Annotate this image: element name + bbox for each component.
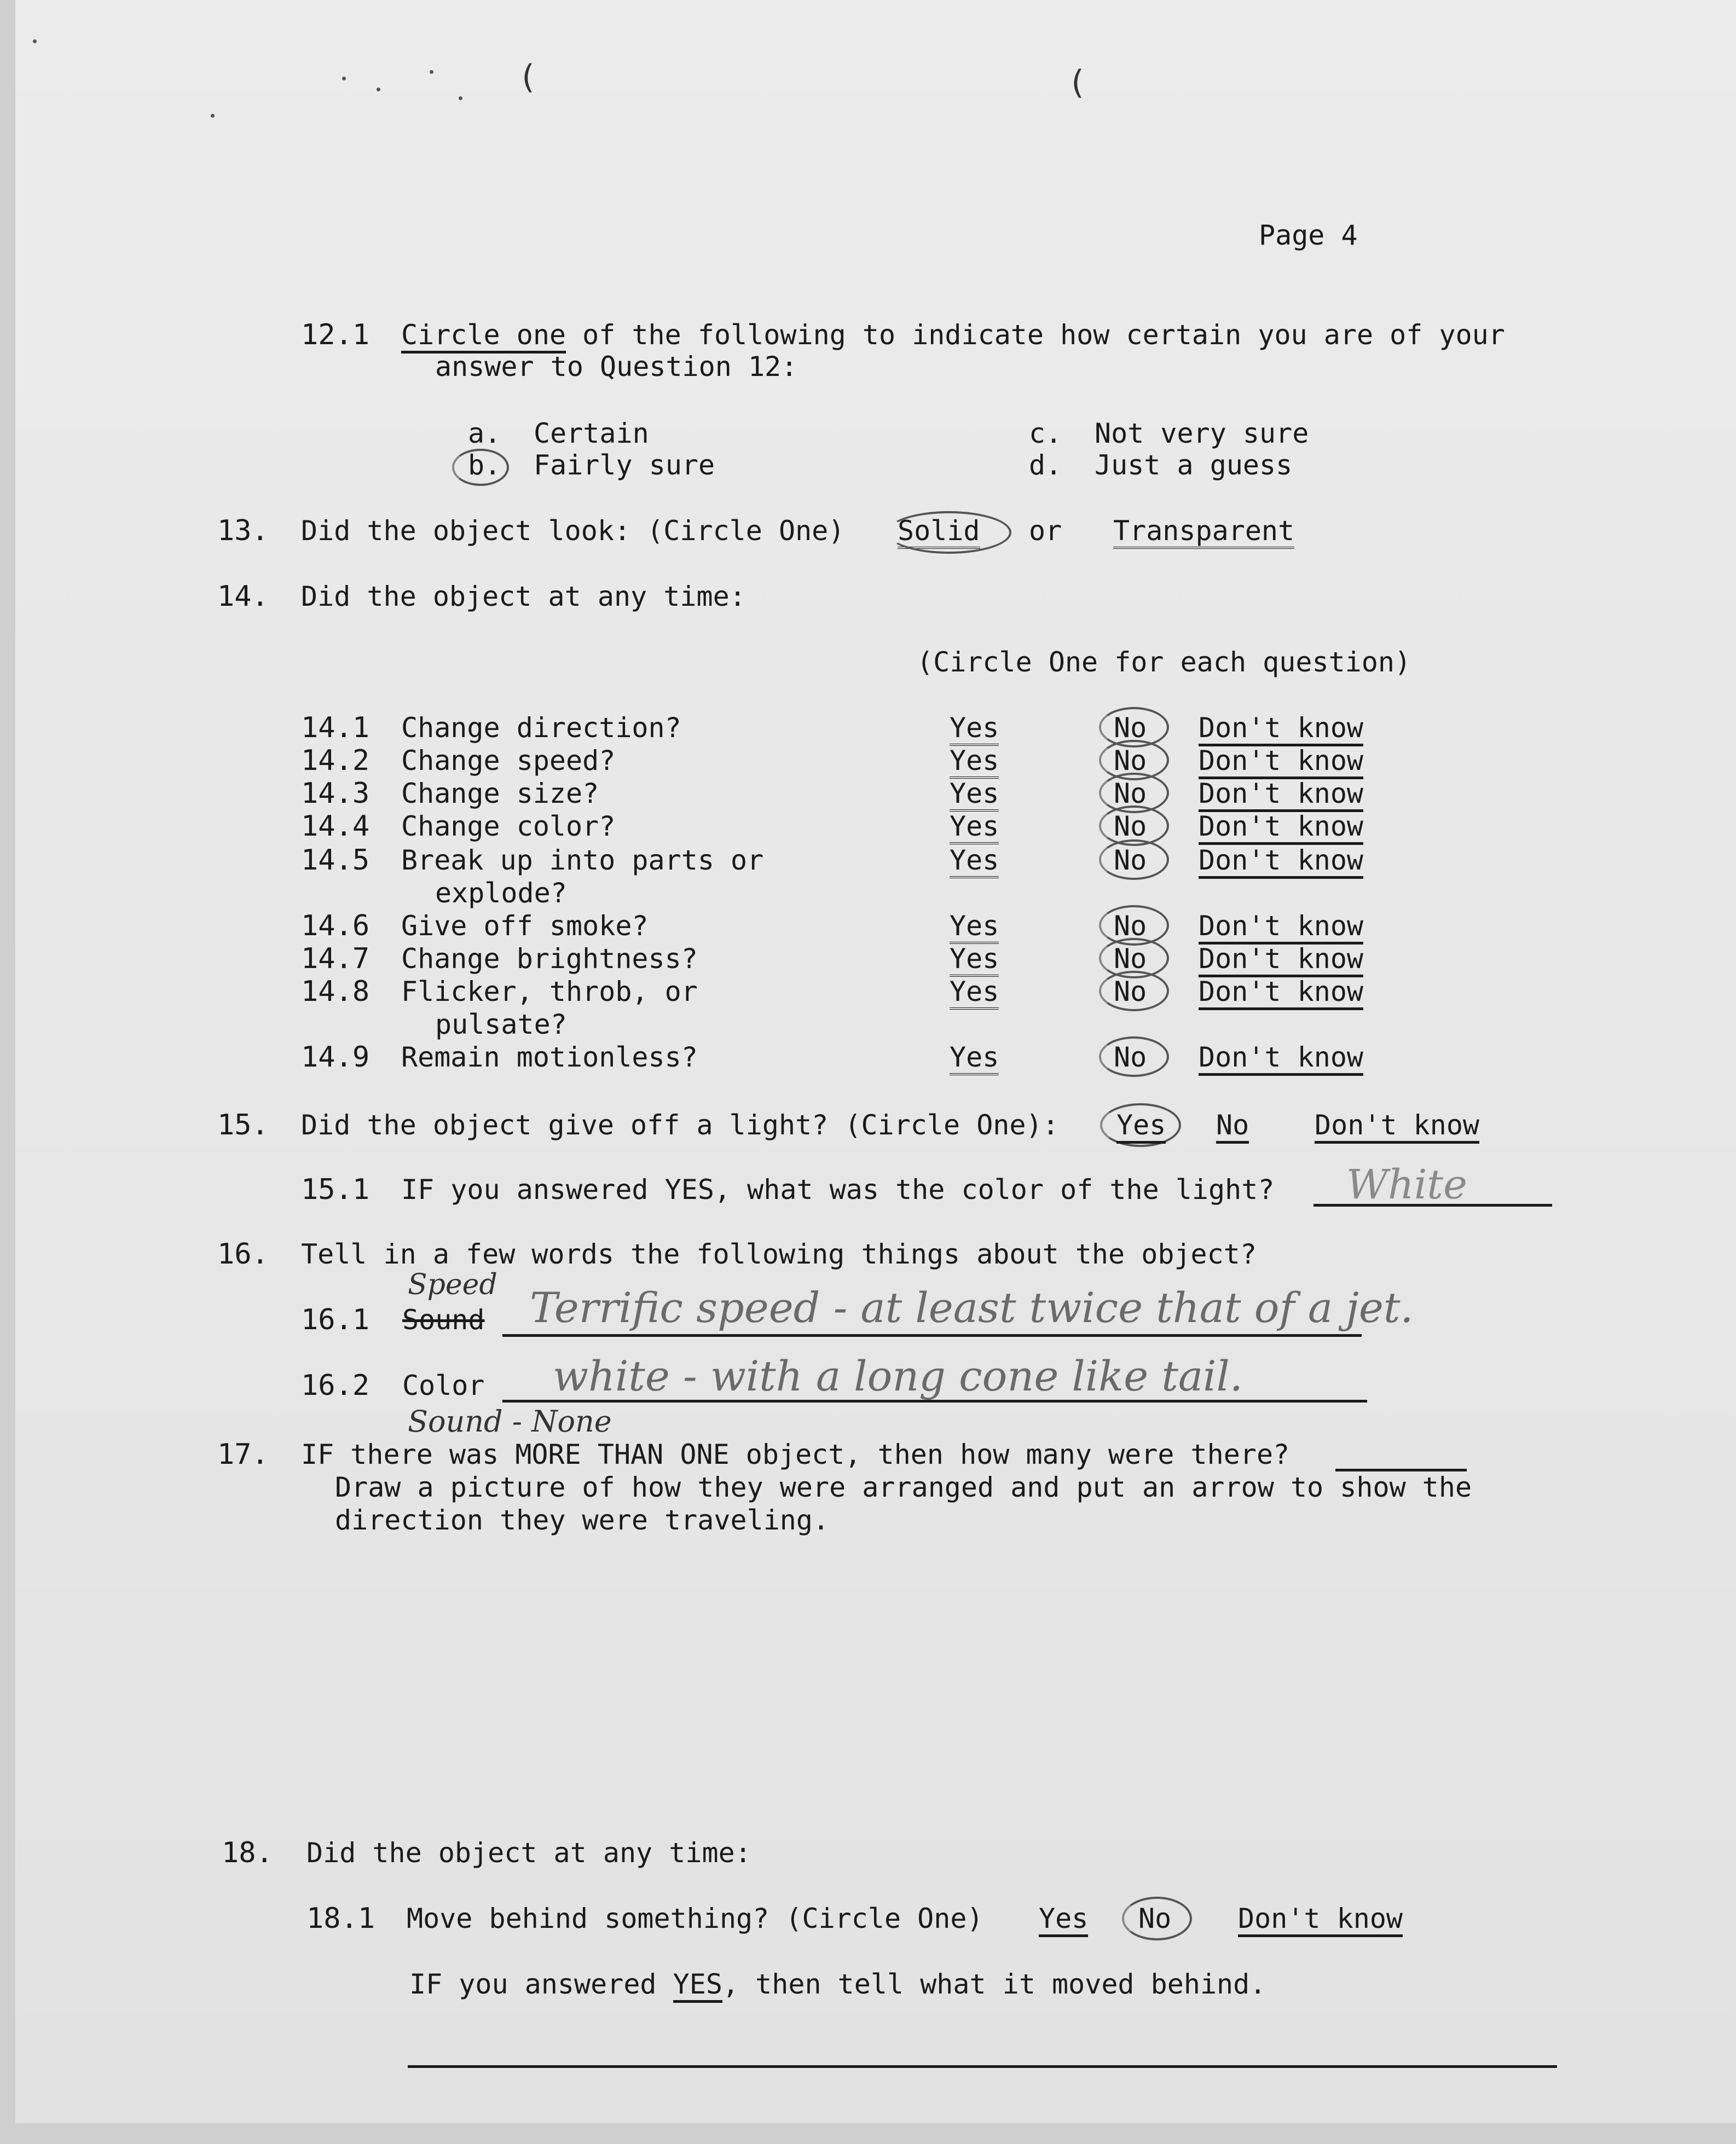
q14-option-label: Yes: [950, 810, 999, 844]
q15-1-handwritten-answer: White: [1346, 1161, 1467, 1208]
q18-option-yes: [1039, 1902, 1088, 1935]
q14-item-number: 14.6: [301, 909, 370, 942]
q18-followup-yes: YES: [673, 1968, 722, 2003]
q14-item-text: Change color?: [401, 810, 616, 842]
q14-item-text: Flicker, throb, or: [401, 976, 698, 1007]
q14-option-yes: [950, 942, 999, 975]
q18-followup-pre: IF you answered: [409, 1968, 657, 2000]
q14-option-label: Yes: [950, 745, 999, 779]
q14-item-number: 14.8: [301, 975, 370, 1008]
q15-option-no: [1216, 1109, 1249, 1141]
q14-item-number: 14.1: [301, 711, 370, 744]
q15-dont-know-label: Don't know: [1315, 1109, 1479, 1144]
q14-option-dont-know: [1199, 777, 1363, 810]
q18-option-no: No: [1138, 1903, 1172, 1934]
q13-transparent-label: Transparent: [1113, 515, 1294, 549]
q14-option-dont-know: [1199, 975, 1363, 1008]
q12-1-option-c-letter: c.: [1029, 418, 1062, 449]
q14-item-number: 14.2: [301, 744, 370, 777]
q16-1-answer-line: [502, 1334, 1362, 1337]
scan-speck: [211, 114, 215, 118]
q16-number: 16.: [217, 1238, 269, 1271]
q15-1-number: 15.1: [301, 1173, 370, 1206]
q14-option-label: No: [1114, 943, 1147, 975]
q13-option-transparent: [1113, 514, 1294, 547]
q14-option-dont-know: [1199, 810, 1363, 843]
q12-1-option-a-letter: a.: [468, 418, 501, 449]
top-mark-left: (: [518, 58, 538, 96]
circle-mark-no: [1099, 839, 1169, 880]
q18-answer-line: [408, 2065, 1557, 2068]
q14-item-number: 14.4: [301, 810, 370, 843]
q16-1-handwritten-label: Speed: [408, 1268, 497, 1301]
q15-option-dont-know: [1315, 1109, 1479, 1141]
scan-speck: [33, 39, 37, 43]
q14-option-label: Don't know: [1199, 712, 1363, 746]
q14-option-dont-know: [1199, 909, 1363, 942]
scan-speck: [459, 96, 462, 100]
circle-one-underlined: Circle one: [401, 319, 566, 354]
q14-option-label: Don't know: [1199, 1041, 1363, 1076]
q18-followup: [409, 1968, 1266, 2001]
q16-1-label: Sound: [402, 1304, 485, 1336]
q14-option-label: Don't know: [1199, 844, 1363, 879]
q16-1-number: 16.1: [301, 1303, 370, 1336]
q18-1-text: Move behind something? (Circle One): [407, 1903, 983, 1934]
q15-option-yes: [1116, 1109, 1166, 1141]
q12-1-option-b-letter: b.: [468, 449, 501, 481]
q14-option-label: Yes: [950, 778, 999, 812]
q12-1-option-c: Not very sure: [1095, 418, 1309, 449]
q14-option-label: Don't know: [1199, 976, 1363, 1010]
q16-2-label: Color: [402, 1370, 485, 1401]
circle-mark-solid: [887, 511, 1011, 554]
q14-option-label: Don't know: [1199, 910, 1363, 944]
q14-item-text: Change size?: [401, 778, 599, 809]
q15-text: Did the object give off a light? (Circle One):: [301, 1109, 1059, 1141]
q14-option-label: No: [1114, 778, 1147, 809]
q14-option-yes: [950, 711, 999, 744]
q12-1-option-b: Fairly sure: [534, 449, 715, 481]
q17-number: 17.: [217, 1438, 269, 1471]
scan-border-left: [0, 0, 15, 2144]
q12-1-prompt: [401, 318, 1505, 351]
q14-option-label: Yes: [950, 844, 999, 878]
q14-option-label: Yes: [950, 1041, 999, 1075]
q14-option-yes: [950, 844, 999, 877]
circle-mark-no: [1099, 1036, 1169, 1077]
q14-option-dont-know: [1199, 711, 1363, 744]
q14-item-text-cont: explode?: [435, 877, 567, 909]
q14-item-number: 14.3: [301, 777, 370, 810]
q16-2-number: 16.2: [301, 1369, 370, 1402]
scan-border-bottom: [0, 2123, 1736, 2144]
q14-item-text: Change direction?: [401, 712, 681, 744]
q13-number: 13.: [217, 514, 269, 547]
scan-speck: [377, 88, 380, 91]
q14-option-label: Don't know: [1199, 745, 1363, 779]
q14-item-text: Change brightness?: [401, 943, 698, 975]
top-mark-right: (: [1067, 63, 1087, 102]
q14-option-label: No: [1114, 810, 1147, 842]
q18-1-number: 18.1: [306, 1902, 375, 1935]
q14-item-number: 14.7: [301, 942, 370, 975]
q14-option-label: No: [1114, 745, 1147, 777]
q14-text: Did the object at any time:: [301, 581, 746, 612]
q17-line2: Draw a picture of how they were arranged and put an arrow to show the: [335, 1471, 1472, 1503]
q14-option-label: Yes: [950, 943, 999, 977]
q14-option-label: No: [1114, 844, 1147, 876]
q15-no-label: No: [1216, 1109, 1249, 1144]
q14-option-label: Don't know: [1199, 810, 1363, 845]
q16-text: Tell in a few words the following things about the object?: [301, 1238, 1257, 1270]
q16-handwritten-sound-note: Sound - None: [408, 1404, 612, 1439]
q14-option-label: Don't know: [1199, 943, 1363, 977]
q18-text: Did the object at any time:: [306, 1837, 751, 1869]
q14-item-text: Change speed?: [401, 745, 616, 777]
q15-yes-label: Yes: [1116, 1109, 1166, 1144]
q14-option-yes: [950, 810, 999, 843]
q14-option-dont-know: [1199, 744, 1363, 777]
q12-1-option-a: Certain: [534, 418, 649, 449]
q16-1-handwritten-answer: Terrific speed - at least twice that of a jet.: [530, 1283, 1414, 1332]
q14-option-label: Don't know: [1199, 778, 1363, 812]
q12-1-option-d-letter: d.: [1029, 449, 1062, 481]
q14-option-label: No: [1114, 910, 1147, 942]
q14-item-number: 14.5: [301, 844, 370, 877]
q14-option-yes: [950, 975, 999, 1008]
q14-option-label: Yes: [950, 910, 999, 944]
q15-number: 15.: [217, 1109, 269, 1141]
q14-instruction: (Circle One for each question): [917, 646, 1411, 678]
q14-option-dont-know: [1199, 942, 1363, 975]
q14-option-dont-know: [1199, 1041, 1363, 1074]
q13-solid-label: Solid: [898, 515, 980, 549]
page-number: Page 4: [1259, 219, 1358, 251]
q14-option-yes: [950, 744, 999, 777]
q14-option-label: No: [1114, 976, 1147, 1007]
scan-speck: [342, 77, 346, 80]
q14-option-label: No: [1114, 712, 1147, 744]
circle-mark-no: [1099, 971, 1169, 1011]
scan-speck: [430, 70, 433, 74]
q14-option-label: Yes: [950, 712, 999, 746]
q14-item-text: Give off smoke?: [401, 910, 649, 942]
q18-dont-know-label: Don't know: [1238, 1903, 1403, 1937]
q14-option-dont-know: [1199, 844, 1363, 877]
q15-1-text: IF you answered YES, what was the color of the light?: [401, 1174, 1275, 1206]
q14-item-text: Break up into parts or: [401, 844, 764, 876]
q14-option-yes: [950, 777, 999, 810]
q12-1-number: 12.1: [301, 318, 370, 351]
q18-yes-label: Yes: [1039, 1903, 1088, 1937]
q14-item-text: Remain motionless?: [401, 1041, 698, 1073]
q13-or: or: [1029, 515, 1062, 547]
q14-item-number: 14.9: [301, 1041, 370, 1074]
q17-line1: IF there was MORE THAN ONE object, then how many were there?: [301, 1439, 1290, 1470]
q14-number: 14.: [217, 580, 269, 613]
q17-line3: direction they were traveling.: [335, 1504, 830, 1536]
q18-number: 18.: [222, 1836, 273, 1869]
q14-item-text-cont: pulsate?: [435, 1009, 567, 1040]
q14-option-label: No: [1114, 1041, 1147, 1073]
q12-1-prompt-line2: answer to Question 12:: [435, 351, 798, 383]
q12-1-prompt-text: of the following to indicate how certain you are of your: [582, 319, 1505, 351]
q14-option-yes: [950, 1041, 999, 1074]
q12-1-option-d: Just a guess: [1095, 449, 1293, 481]
q13-text: Did the object look: (Circle One): [301, 515, 845, 547]
q18-option-dont-know: [1238, 1902, 1403, 1935]
q16-2-handwritten-answer: white - with a long cone like tail.: [553, 1352, 1243, 1400]
q14-option-label: Yes: [950, 976, 999, 1010]
q18-followup-post: , then tell what it moved behind.: [722, 1968, 1266, 2000]
q14-option-yes: [950, 909, 999, 942]
